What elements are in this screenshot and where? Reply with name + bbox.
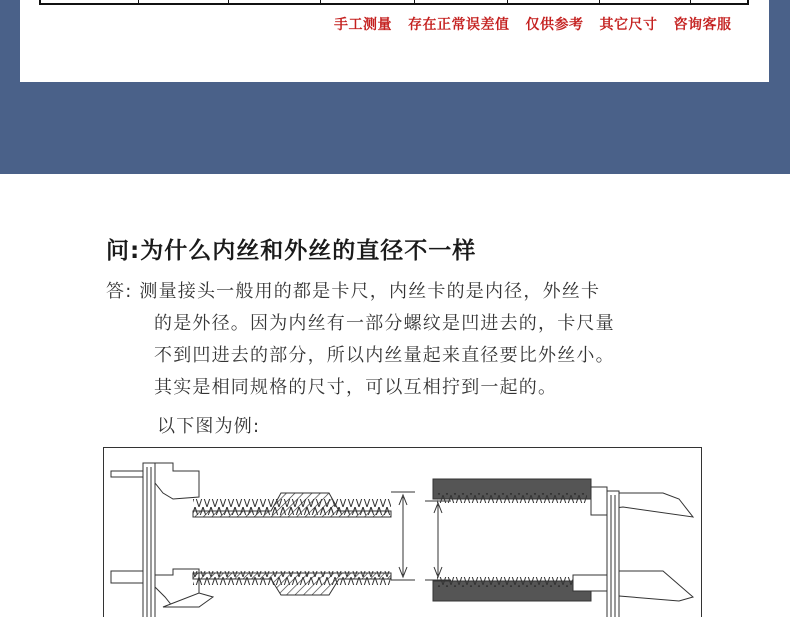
table-cell [415, 0, 508, 3]
faq-answer [106, 276, 706, 404]
table-cell [321, 0, 415, 3]
notice-item: 其它尺寸 [600, 14, 658, 34]
notice-item: 手工测量 [334, 14, 392, 34]
table-cell [600, 0, 691, 3]
measurement-disclaimer [334, 14, 732, 34]
faq-question: 问:为什么内丝和外丝的直径不一样 [106, 232, 476, 265]
answer-line: 答: 测量接头一般用的都是卡尺，内丝卡的是内径，外丝卡 [106, 276, 706, 308]
size-table-panel [20, 0, 769, 82]
answer-line: 不到凹进去的部分，所以内丝量起来直径要比外丝小。 [106, 340, 706, 372]
table-cell [139, 0, 229, 3]
thread-measurement-diagram [103, 447, 703, 617]
table-cell [41, 0, 139, 3]
size-table-bottom [39, 0, 749, 5]
table-cell [229, 0, 321, 3]
answer-line: 的是外径。因为内丝有一部分螺纹是凹进去的，卡尺量 [106, 308, 706, 340]
notice-item: 咨询客服 [674, 14, 732, 34]
table-cell [508, 0, 600, 3]
table-cell [691, 0, 747, 3]
example-label: 以下图为例: [157, 412, 260, 438]
answer-line: 其实是相同规格的尺寸，可以互相拧到一起的。 [106, 372, 706, 404]
notice-item: 存在正常误差值 [408, 14, 510, 34]
notice-item: 仅供参考 [526, 14, 584, 34]
